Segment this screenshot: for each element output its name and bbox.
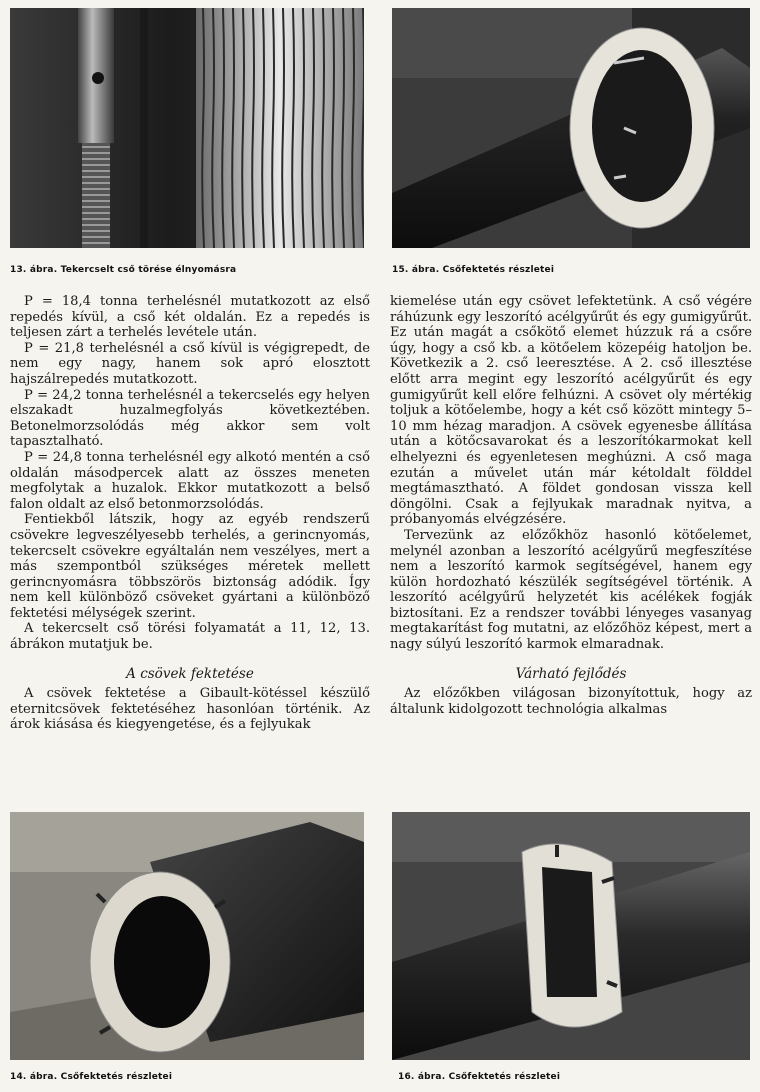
paragraph: P = 24,8 tonna terhelésnél egy alkotó mentén a cső oldalán másodpercek alatt az összes meneten megfolytak a huzalok. Ekkor mutatkozott a belső falon oldalt az első betonmorzsolódás. (10, 449, 370, 512)
paragraph: P = 24,2 tonna terhelésnél a tekercselés egy helyen elszakadt huzalmegfolyás következtében. Betonelmorzsolódás még akkor sem volt tapasztalható. (10, 387, 370, 450)
section-heading: Várható fejlődés (515, 665, 627, 682)
paragraph: Tervezünk az előzőkhöz hasonló kötőelemet, melynél azonban a leszorító acélgyűrű megfeszítése nem a leszorító karmok segítségével, hanem egy külön hordozható készülék segítségével történik. A leszorító acélgyűrű helyzetét kis acélékek fogják biztosítani. Ez a rendszer további lényeges vasanyag megtakarítást fog mutatni, az előzőhöz képest, mert a nagy súlyú leszorító karmok elmaradnak. (390, 527, 752, 653)
paragraph: Az előzőkben világosan bizonyítottuk, hogy az általunk kidolgozott technológia alkalmas (390, 686, 752, 717)
paragraph: P = 18,4 tonna terhelésnél mutatkozott az első repedés kívül, a cső két oldalán. Ez a repedés is teljesen zárt a terhelés levétele után. (10, 294, 370, 341)
section-heading: A csövek fektetése (126, 665, 254, 682)
figure-15-photo (392, 8, 750, 248)
paragraph: A csövek fektetése a Gibault-kötéssel készülő eternitcsövek fektetéséhez hasonlóan történik. Az árok kiásása és kiegyengetése, és a fejlyukak (10, 686, 370, 733)
figure-13-caption: 13. ábra. Tekercselt cső törése élnyomásra (10, 265, 237, 275)
figure-13-photo (10, 8, 364, 248)
right-text-column (390, 294, 752, 717)
figure-15-caption: 15. ábra. Csőfektetés részletei (392, 265, 555, 275)
figure-16-caption: 16. ábra. Csőfektetés részletei (398, 1072, 561, 1082)
figure-16-photo (392, 812, 750, 1060)
paragraph: P = 21,8 terhelésnél a cső kívül is végigrepedt, de nem egy nagy, hanem sok apró elosztott hajszálrepedés mutatkozott. (10, 340, 370, 387)
paragraph: kiemelése után egy csövet lefektetünk. A cső végére ráhúzunk egy leszorító acélgyűrűt és egy gumigyűrűt. Ez után magát a csőkötő elemet húzzuk rá a csőre úgy, hogy a cső kb. a kötőelem közepéig hatoljon be. Következik a 2. cső leeresztése. A 2. cső illesztése előtt arra megint egy leszorító acélgyűrűt és egy gumigyűrűt kell előre felhúzni. A csövet oly mértékig toljuk a kötőelembe, hogy a két cső között mintegy 5–10 mm hézag maradjon. A csövek egyenesbe állítása után a kötőcsavarokat és a leszorítókarmokat kell elhelyezni és egyenletesen meghúzni. A cső maga ezután a művelet után már kétoldalt földdel megtámasztható. A földet gondosan vissza kell döngölni. Csak a fejlyukak maradnak nyitva, a próbanyomás elvégzésére. (390, 294, 752, 528)
figure-14-caption: 14. ábra. Csőfektetés részletei (10, 1072, 173, 1082)
left-text-column (10, 294, 370, 733)
figure-14-photo (10, 812, 364, 1060)
paragraph: A tekercselt cső törési folyamatát a 11, 12, 13. ábrákon mutatjuk be. (10, 621, 370, 653)
paragraph: Fentiekből látszik, hogy az egyéb rendszerű csövekre legveszélyesebb terhelés, a gerincnyomás, tekercselt csövekre egyáltalán nem veszélyes, mert a más szempontból szükséges méretek mellett gerincnyomásra többszörös biztonság adódik. Így nem kell különböző csöveket gyártani a különböző fektetési mélységek szerint. (10, 512, 370, 621)
